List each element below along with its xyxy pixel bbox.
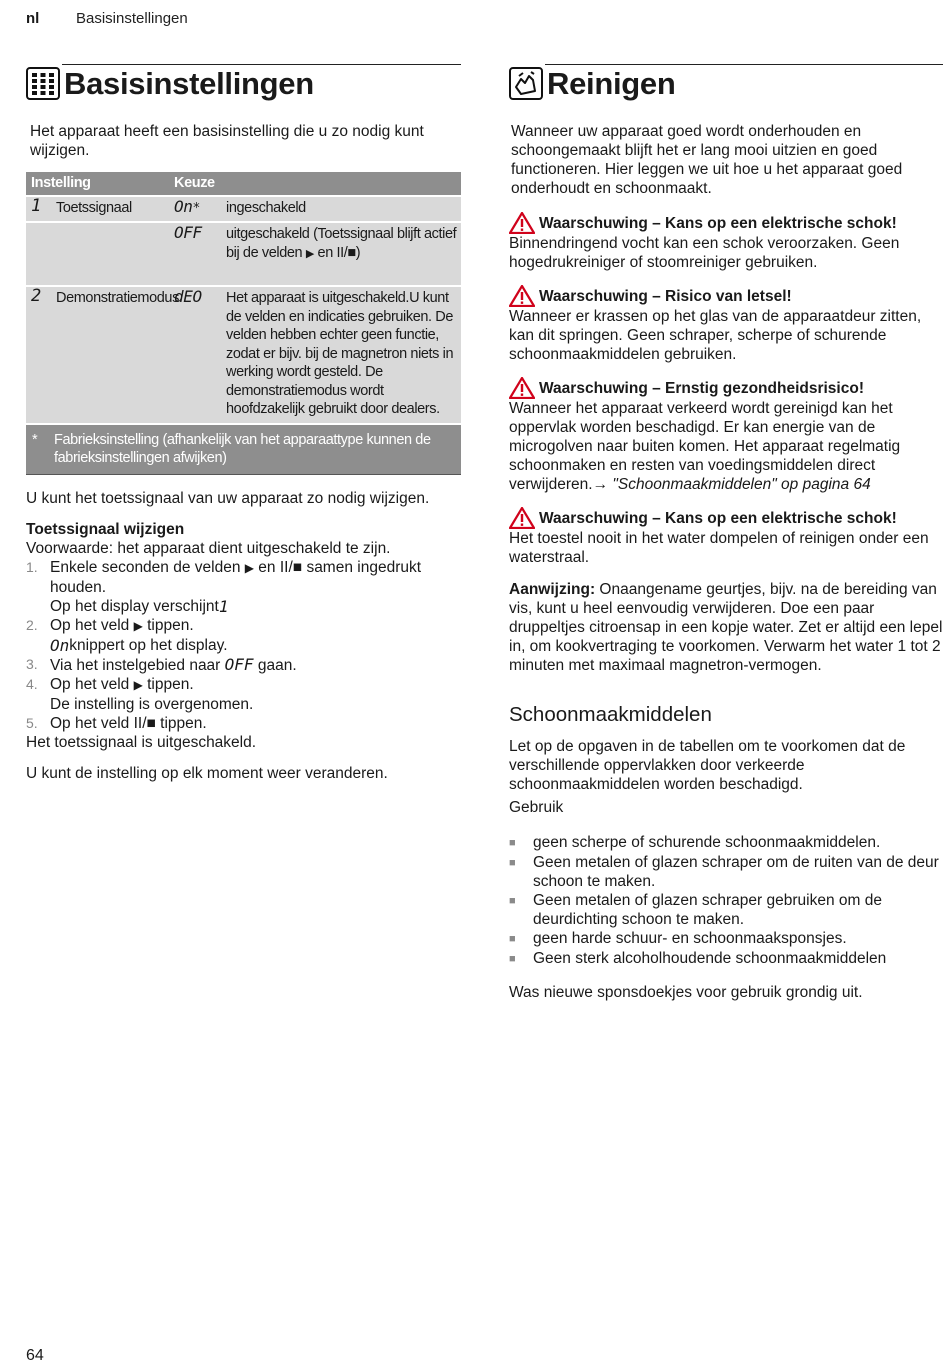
intro-text: Wanneer uw apparaat goed wordt onderhouden en schoongemaakt blijft het er lang mooi uitzien en goed functioneren. Hier leggen we uit hoe u het apparaat goed onderhoudt en schoonmaakt. [511, 123, 903, 197]
section-header-basisinstellingen [26, 67, 461, 100]
header-title: Basisinstellingen [76, 10, 188, 27]
section-rule [545, 64, 943, 65]
warning-block [509, 285, 943, 364]
warning-block [509, 212, 943, 272]
list-item: 1. Enkele seconden de velden ▶ en II/■ samen ingedrukt houden. [26, 558, 422, 596]
bullet-list [509, 833, 943, 969]
warning-title: Waarschuwing – Kans op een elektrische schok! [539, 214, 897, 232]
table-row [26, 197, 461, 223]
usage-label: Gebruik [509, 799, 564, 816]
warning-triangle-icon [509, 212, 535, 234]
header-language: nl [26, 10, 40, 27]
warning-block [509, 377, 943, 494]
list-item: 2. Op het veld ▶ tippen. [26, 616, 194, 634]
warning-text: Wanneer er krassen op het glas van de apparaatdeur zitten, kan dit springen. Geen schraper, scherpe of schurende schoonmaakmiddelen gebruiken. [509, 308, 922, 363]
setting-number: 1 [31, 196, 41, 216]
display-code: dEO [174, 287, 202, 306]
table-row [26, 287, 461, 425]
list-item: 3. Via het instelgebied naar OFF gaan. [26, 654, 297, 674]
play-arrow-icon: ▶ [244, 560, 254, 575]
column-header-keuze: Keuze [174, 175, 215, 192]
settings-table [26, 172, 461, 475]
play-arrow-icon: ▶ [305, 247, 314, 260]
note-paragraph: Aanwijzing: Onaangename geurtjes, bijv. na de bereiding van vis, kunt u heel eenvoudig verwijderen. Doe een paar druppeltjes citroensap in een kopje water. Zet er altijd een lepel in, om kookvertraging te voorkomen. Verwarm het water 1 tot 2 minuten met maximaal magnetron-vermogen. [509, 581, 943, 674]
left-column [26, 64, 461, 783]
play-arrow-icon: ▶ [133, 618, 143, 633]
table-header [26, 172, 461, 197]
paragraph: U kunt het toetssignaal van uw apparaat zo nodig wijzigen. [26, 489, 430, 507]
list-item-sub: On knippert op het display. [50, 635, 228, 655]
list-item: 4. Op het veld ▶ tippen. [26, 675, 194, 693]
display-code: OFF [174, 223, 226, 285]
setting-description: ingeschakeld [226, 200, 306, 216]
section-title: Reinigen [547, 66, 676, 101]
precondition: Voorwaarde: het apparaat dient uitgeschakeld te zijn. [26, 539, 391, 557]
grid-keypad-icon [26, 67, 60, 100]
setting-name: Demonstratiemodus [56, 290, 179, 306]
page-number: 64 [26, 1347, 44, 1364]
warning-text: Het toestel nooit in het water dompelen of reinigen onder een waterstraal. [509, 530, 929, 566]
subheading: Toetssignaal wijzigen [26, 520, 185, 538]
warning-text: Wanneer het apparaat verkeerd wordt gereinigd kan het oppervlak worden beschadigd. Er kan energie van de microgolven naar buiten komen. Het apparaat regelmatig schoonmaken en resten van voedingsmiddelen direct verwijderen.→ "Schoonmaakmiddelen" op pagina 64 [509, 400, 901, 493]
display-code: On* [174, 197, 200, 216]
play-arrow-icon: ▶ [133, 677, 143, 692]
cleaning-hand-icon [509, 67, 543, 100]
subsection-title: Schoonmaakmiddelen [509, 703, 712, 726]
intro-text: Het apparaat heeft een basisinstelling die u zo nodig kunt wijzigen. [30, 123, 424, 159]
list-item-sub: De instelling is overgenomen. [50, 695, 254, 713]
paragraph: U kunt de instelling op elk moment weer veranderen. [26, 764, 388, 782]
list-item: 5. Op het veld II/■ tippen. [26, 714, 207, 732]
setting-number: 2 [31, 286, 41, 306]
warning-title: Waarschuwing – Ernstig gezondheidsrisico! [539, 379, 864, 397]
warning-triangle-icon [509, 507, 535, 529]
setting-description: Het apparaat is uitgeschakeld.U kunt de velden en indicaties gebruiken. De velden hebben echter geen functie, zodat er bijv. bij de magnetron niets in werking wordt gesteld. De demonstratiemodus wordt hoofdzakelijk gebruikt door dealers. [226, 290, 454, 417]
paragraph: Let op de opgaven in de tabellen om te voorkomen dat de verschillende oppervlakken door verkeerde schoonmaakmiddelen worden beschadigd. [509, 738, 906, 793]
setting-name: Toetssignaal [56, 200, 132, 216]
list-item: ■ geen scherpe of schurende schoonmaakmiddelen. [509, 834, 881, 851]
warning-block [509, 507, 943, 567]
table-row [26, 223, 461, 287]
warning-triangle-icon [509, 285, 535, 307]
result-text: Het toetssignaal is uitgeschakeld. [26, 733, 257, 751]
list-item: ■ geen harde schuur- en schoonmaaksponsjes. [509, 930, 847, 947]
warning-text: Binnendringend vocht kan een schok veroorzaken. Geen hogedrukreiniger of stoomreiniger gebruiken. [509, 235, 900, 271]
reference-arrow-icon: → [592, 476, 609, 493]
page-reference-link[interactable]: "Schoonmaakmiddelen" op pagina 64 [608, 476, 871, 493]
column-header-instelling: Instelling [31, 175, 91, 192]
paragraph: Was nieuwe sponsdoekjes voor gebruik grondig uit. [509, 984, 863, 1001]
section-rule [62, 64, 461, 65]
list-item: ■ Geen metalen of glazen schraper gebruiken om de deurdichting schoon te maken. [509, 892, 882, 928]
table-footnote: * Fabrieksinstelling (afhankelijk van het apparaattype kunnen de fabrieksinstellingen afwijken) [26, 425, 461, 475]
steps-list [26, 558, 461, 733]
warning-title: Waarschuwing – Risico van letsel! [539, 287, 792, 305]
warning-triangle-icon [509, 377, 535, 399]
warning-title: Waarschuwing – Kans op een elektrische schok! [539, 509, 897, 527]
section-title: Basisinstellingen [64, 66, 314, 101]
section-header-reinigen [509, 67, 943, 100]
list-item: ■ Geen metalen of glazen schraper om de ruiten van de deur schoon te maken. [509, 854, 939, 890]
setting-description: uitgeschakeld (Toetssignaal blijft actief bij de velden ▶ en II/■) [226, 223, 461, 285]
list-item: ■ Geen sterk alcoholhoudende schoonmaakmiddelen [509, 950, 887, 967]
list-item-sub: Op het display verschijnt 1 [50, 596, 229, 616]
right-column [509, 64, 943, 1002]
